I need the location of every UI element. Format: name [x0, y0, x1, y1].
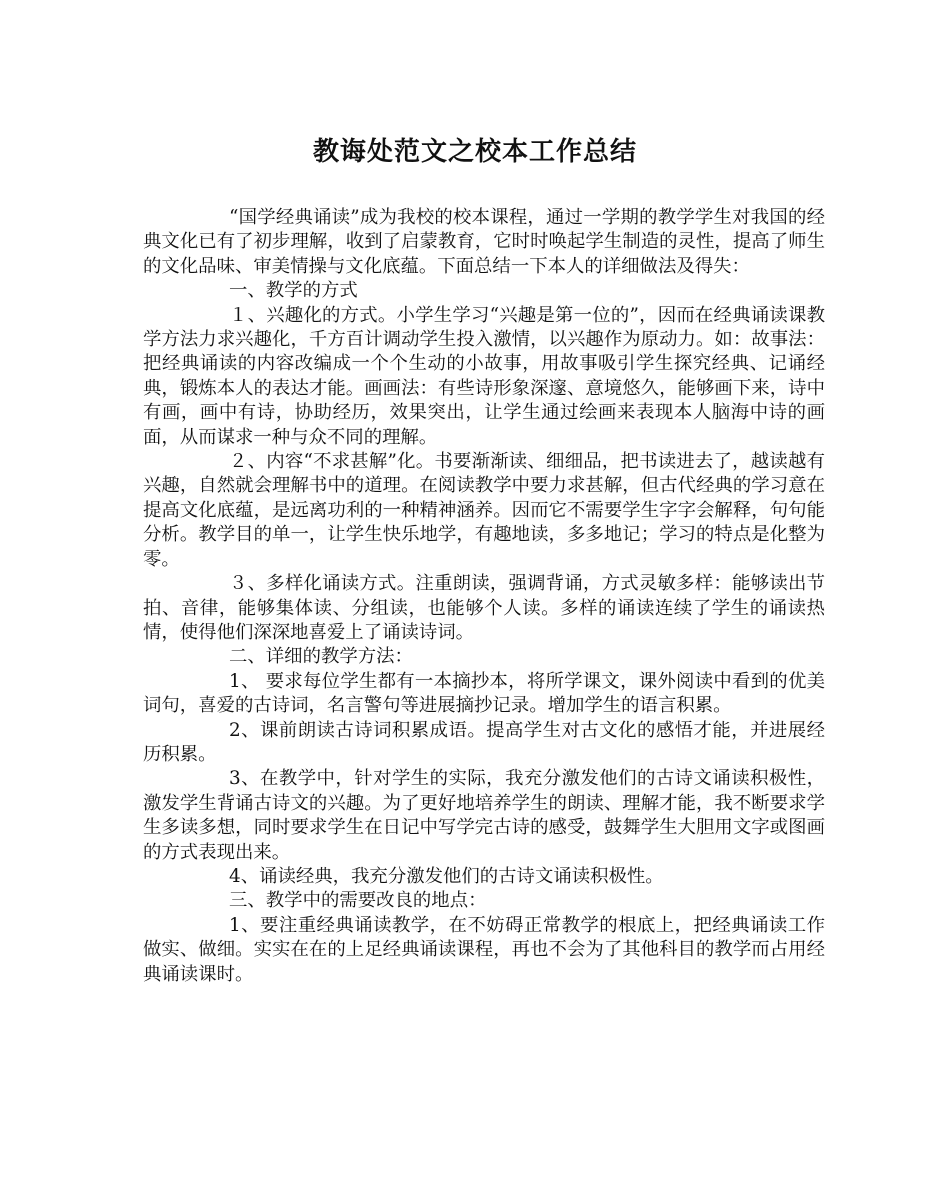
intro-paragraph: “国学经典诵读”成为我校的校本课程，通过一学期的教学学生对我国的经典文化已有了初步理解，收到了启蒙教育，它时时唤起学生制造的灵性，提高了师生的文化品味、审美情操与文化底蕴。下面总结一下本人的详细做法及得失： [143, 207, 825, 277]
method-item-3: 3、在教学中，针对学生的实际，我充分激发他们的古诗文诵读积极性，激发学生背诵古诗文的兴趣。为了更好地培养学生的朗读、理解才能，我不断要求学生多读多想，同时要求学生在日记中写学完古诗的感受，鼓舞学生大胆用文字或图画的方式表现出来。 [143, 768, 825, 863]
improvement-item-1: 1、要注重经典诵读教学，在不妨碍正常教学的根底上，把经典诵读工作做实、做细。实实在在的上足经典诵读课程，再也不会为了其他科目的教学而占用经典诵读课时。 [143, 914, 825, 985]
paragraph-interest: １、兴趣化的方式。小学生学习“兴趣是第一位的”，因而在经典诵读课教学方法力求兴趣化，千方百计调动学生投入激情，以兴趣作为原动力。如：故事法：把经典诵读的内容改编成一个个生动的小故事，用故事吸引学生探究经典、记诵经典，锻炼本人的表达才能。画画法：有些诗形象深邃、意境悠久，能够画下来，诗中有画，画中有诗，协助经历，效果突出，让学生通过绘画来表现本人脑海中诗的画面，从而谋求一种与众不同的理解。 [143, 304, 825, 448]
document-body [143, 206, 825, 987]
section-heading-1: 一、教学的方式 [229, 280, 358, 302]
section-heading-3: 三、教学中的需要改良的地点： [229, 890, 487, 912]
page-title: 教诲处范文之校本工作总结 [312, 137, 637, 167]
method-item-2: 2、课前朗读古诗词积累成语。提高学生对古文化的感悟才能，并进展经历积累。 [143, 719, 825, 765]
method-item-4: 4、诵读经典，我充分激发他们的古诗文诵读积极性。 [229, 865, 664, 887]
section-heading-2: 二、详细的教学方法： [229, 646, 413, 668]
paragraph-diverse-reading: ３、多样化诵读方式。注重朗读，强调背诵，方式灵敏多样：能够读出节拍、音律，能够集体读、分组读，也能够个人读。多样的诵读连续了学生的诵读热情，使得他们深深地喜爱上了诵读诗词。 [143, 573, 825, 643]
method-item-1: 1、 要求每位学生都有一本摘抄本，将所学课文，课外阅读中看到的优美词句，喜爱的古诗词，名言警句等进展摘抄记录。增加学生的语言积累。 [143, 670, 825, 717]
paragraph-content: ２、内容“不求甚解”化。书要渐渐读、细细品，把书读进去了，越读越有兴趣，自然就会理解书中的道理。在阅读教学中要力求甚解，但古代经典的学习意在提高文化底蕴，是远离功利的一种精神涵养。因而它不需要学生字字会解释，句句能分析。教学目的单一，让学生快乐地学，有趣地读，多多地记；学习的特点是化整为零。 [143, 451, 825, 570]
